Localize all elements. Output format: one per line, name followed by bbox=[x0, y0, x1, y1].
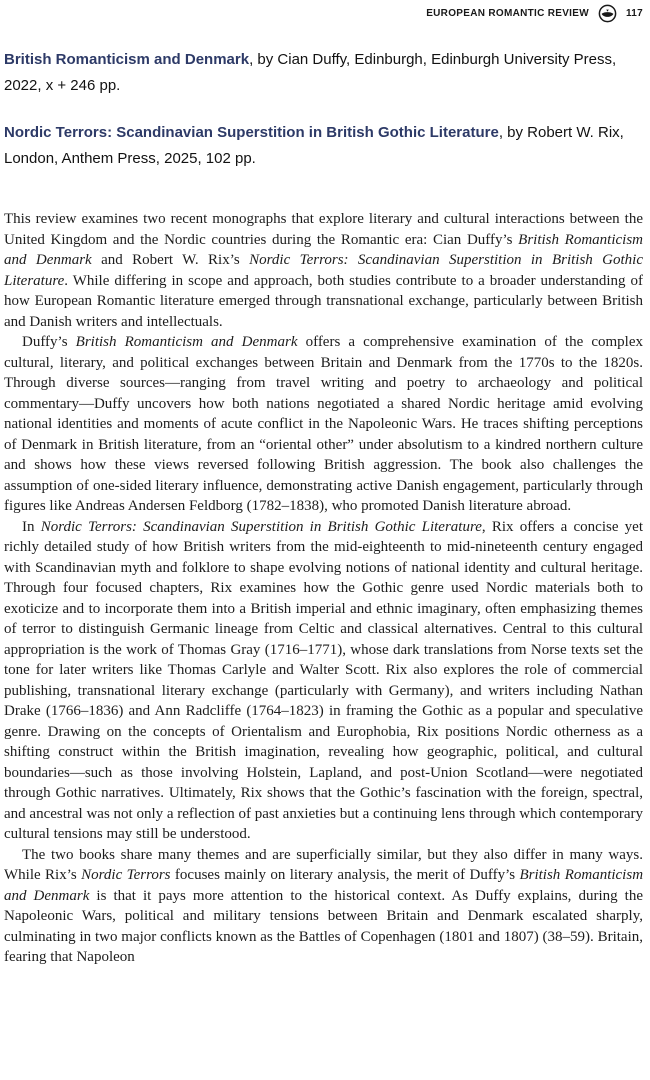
paragraph bbox=[4, 517, 643, 845]
paragraph bbox=[4, 332, 643, 517]
book-title: British Romanticism and Denmark bbox=[4, 51, 250, 68]
book-title-italic: Nordic Terrors: Scandinavian Superstition in British Gothic Literature bbox=[40, 518, 482, 535]
book-title-italic: Nordic Terrors: Scandinavian Superstition in British Gothic Literature bbox=[4, 252, 643, 289]
journal-logo-icon bbox=[598, 4, 617, 23]
text-segment: focuses mainly on literary analysis, the merit of Duffy’s bbox=[170, 867, 520, 883]
page-number: 117 bbox=[625, 7, 643, 19]
citation-details: , by Cian Duffy, Edinburgh, Edinburgh University Press, 2022, x + 246 pp. bbox=[4, 51, 617, 94]
text-segment: and Robert W. Rix’s bbox=[91, 252, 250, 268]
book-title-italic: British Romanticism and Denmark bbox=[75, 334, 298, 350]
text-segment: This review examines two recent monographs that explore literary and cultural interactions between the United Kingdom and the Nordic countries during the Romantic era: Cian Duffy’s bbox=[4, 211, 643, 248]
book-citations bbox=[4, 47, 643, 172]
paragraph bbox=[4, 845, 643, 968]
book-title-italic: Nordic Terrors bbox=[81, 867, 171, 883]
page-header bbox=[4, 4, 643, 22]
book-citation bbox=[4, 120, 643, 172]
book-title-italic: British Romanticism and Denmark bbox=[4, 867, 644, 904]
text-segment: is that it pays more attention to the historical context. As Duffy explains, during the Napoleonic Wars, political and military tensions between Britain and Denmark escalated sharply, culminating in two major conflicts known as the Battles of Copenhagen (1801 and 1807) (38–59). Britain, fearing that Napoleon bbox=[4, 887, 643, 965]
text-segment: In bbox=[22, 518, 41, 535]
book-citation bbox=[4, 47, 643, 99]
citation-details: , by Robert W. Rix, London, Anthem Press, 2025, 102 pp. bbox=[4, 124, 624, 167]
journal-name: EUROPEAN ROMANTIC REVIEW bbox=[426, 7, 589, 19]
text-segment: . While differing in scope and approach, both studies contribute to a broader understanding of how European Romantic literature emerged through transnational exchange, particularly between British and Danish writers and intellectuals. bbox=[4, 272, 643, 330]
review-body bbox=[4, 209, 643, 968]
book-title-italic: British Romanticism and Denmark bbox=[4, 231, 643, 268]
text-segment: , Rix offers a concise yet richly detailed study of how British writers from the mid-eighteenth to mid-nineteenth century engaged with Scandinavian myth and folklore to shape evolving notions of national identity and cultural heritage. Through four focused chapters, Rix examines how the Gothic genre used Nordic materials both to exoticize and to incorporate them into a British imperial and ethnic imaginary, often emphasizing themes of terror to distinguish Germanic lineage from Celtic and classical alternatives. Central to this cultural appropriation is the work of Thomas Gray (1716–1771), whose dark translations from Norse texts set the tone for later writers like Thomas Carlyle and Walter Scott. Rix also explores the role of commercial publishing, transnational literary exchange (particularly with Germany), and writers including Nathan Drake (1766–1836) and Ann Radcliffe (1764–1823) in framing the Gothic as a popular and speculative genre. Drawing on the concepts of Orientalism and Europhobia, Rix positions Nordic otherness as a shifting construct within the British imagination, revealing how geographic, political, and cultural boundaries—such as those involving Holstein, Lapland, and post-Union Scotland—were negotiated through Gothic narratives. Ultimately, Rix shows that the Gothic’s fascination with the foreign, spectral, and ancestral was not only a reflection of past anxieties but a continuing lens through which contemporary cultural tensions may still be understood. bbox=[4, 518, 644, 842]
text-segment: The two books share many themes and are superficially similar, but they also differ in many ways. While Rix’s bbox=[4, 846, 643, 883]
text-segment: Duffy’s bbox=[22, 334, 76, 350]
book-title: Nordic Terrors: Scandinavian Superstition in British Gothic Literature bbox=[4, 124, 499, 141]
paragraph bbox=[4, 209, 643, 332]
text-segment: offers a comprehensive examination of the complex cultural, literary, and political exchanges between Britain and Denmark from the 1770s to the 1820s. Through diverse sources—ranging from travel writing and poetry to archaeology and political commentary—Duffy uncovers how both nations negotiated a shared Nordic heritage amid evolving national identities and moments of acute conflict in the Napoleonic Wars. He traces shifting perceptions of Denmark in British literature, from an “oriental other” under absolutism to a kindred northern culture and shows how these views reversed following British aggression. The book also challenges the assumption of one-sided literary influence, demonstrating active Danish engagement, particularly through figures like Andreas Andersen Feldborg (1782–1838), who promoted Danish literature abroad. bbox=[4, 334, 644, 514]
